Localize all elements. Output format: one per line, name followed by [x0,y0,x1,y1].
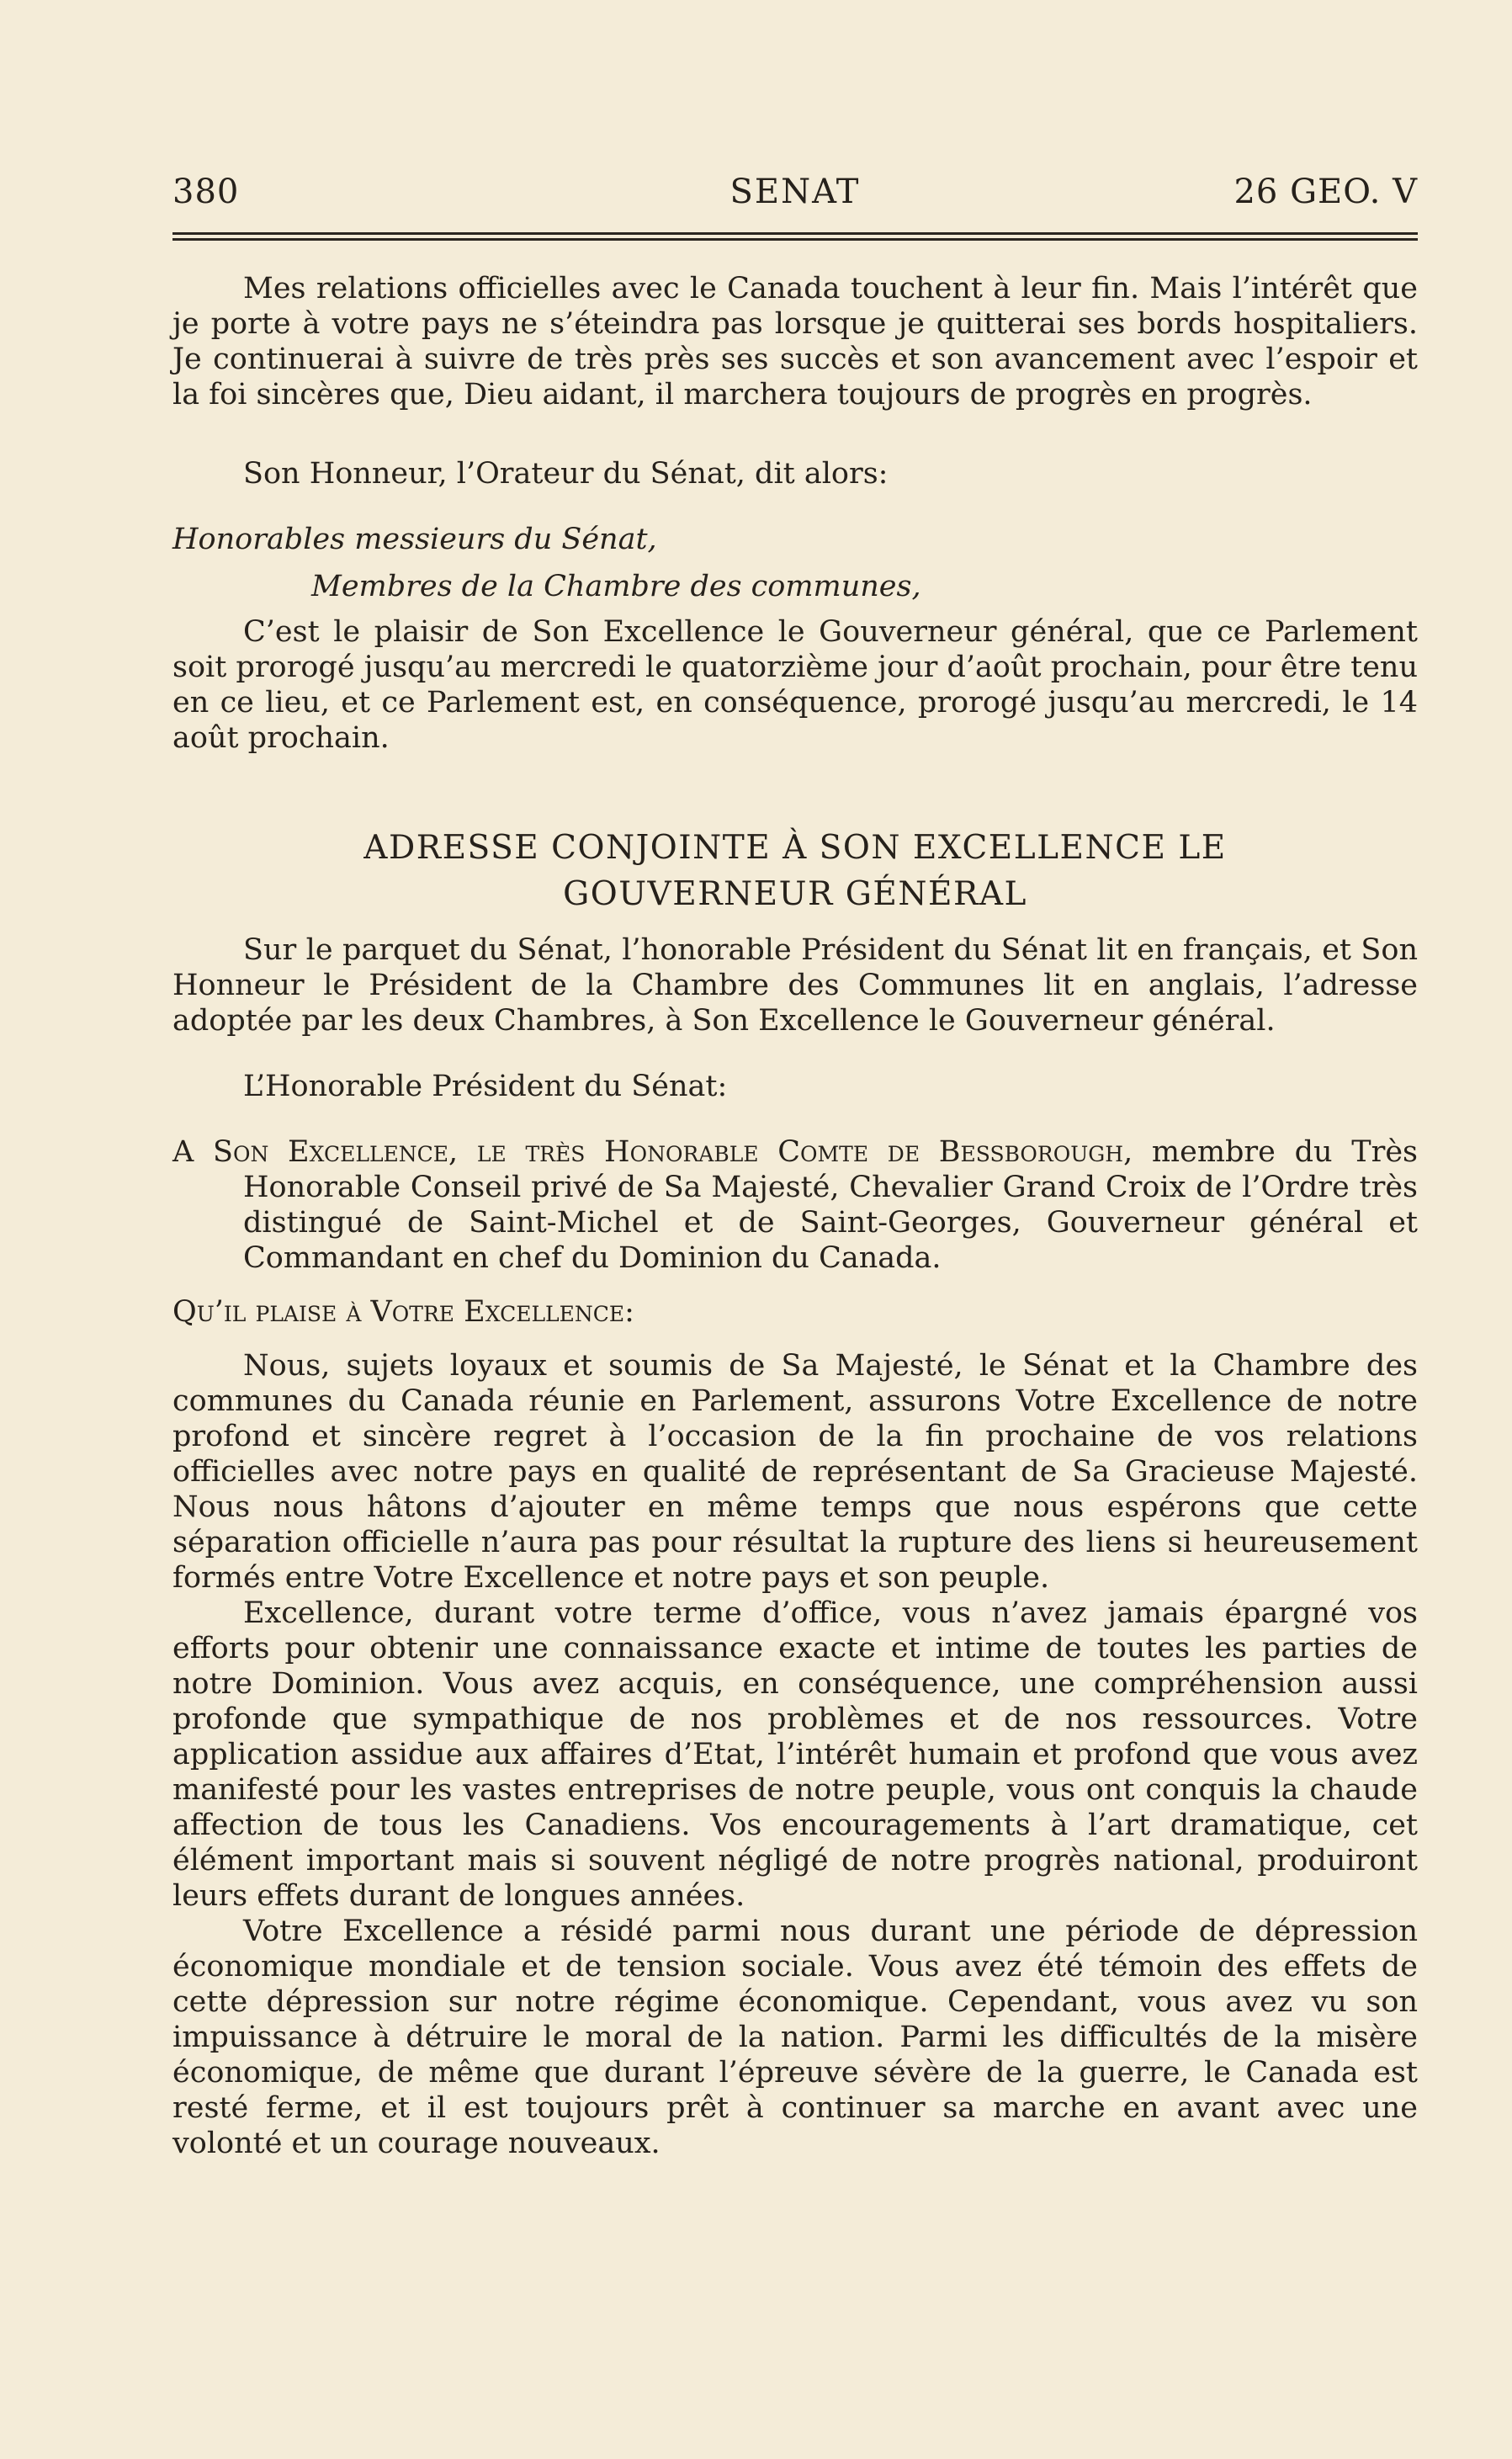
running-title: SENAT [729,173,861,211]
paragraph-prorogation: C’est le plaisir de Son Excellence le Gouverneur général, que ce Parlement soit prorogé jusqu’au mercredi le quatorzième jour d’août prochain, pour être tenu en ce lieu, et ce Parlement est, en conséquence, prorogé jusqu’au mercredi, le 14 août prochain. [172,615,1418,755]
paragraph-closing-message: Mes relations officielles avec le Canada touchent à leur fin. Mais l’intérêt que je porte à votre pays ne s’éteindra pas lorsque je quitterai ses bords hospitaliers. Je continuerai à suivre de très près ses succès et son avancement avec l’espoir et la foi sincères que, Dieu aidant, il marchera toujours de progrès en progrès. [172,272,1418,412]
paragraph-address-2: Excellence, durant votre terme d’office, vous n’avez jamais épargné vos efforts pour obtenir une connaissance exacte et intime de toutes les parties de notre Dominion. Vous avez acquis, en conséquence, une compréhension aussi profonde que sympathique de nos problèmes et de nos ressources. Votre application assidue aux affaires d’Etat, l’intérêt humain et profond que vous avez manifesté pour les vastes entreprises de notre peuple, vous ont conquis la chaude affection de tous les Canadiens. Vos encouragements à l’art dramatique, cet élément important mais si souvent négligé de notre progrès national, produiront leurs effets durant de longues années. [172,1596,1418,1913]
session-label: 26 GEO. V [1233,173,1418,211]
paragraph-addressee [172,1134,1418,1276]
section-heading [172,825,1418,917]
addressee-title: A Son Excellence, le très Honorable Comte de Bessborough, [172,1135,1133,1169]
page-body [172,271,1418,2161]
salutation-commons: Membres de la Chambre des communes, [311,570,921,603]
paragraph-address-reading: Sur le parquet du Sénat, l’honorable Président du Sénat lit en français, et Son Honneur le Président de la Chambre des Communes lit en anglais, l’adresse adoptée par les deux Chambres, à Son Excellence le Gouverneur général. [172,933,1418,1038]
header-rule [172,232,1418,241]
paragraph-petition-opening: Qu’il plaise à Votre Excellence: [172,1295,634,1329]
salutation-senate: Honorables messieurs du Sénat, [172,523,657,556]
paragraph-speaker-intro: Son Honneur, l’Orateur du Sénat, dit alors: [243,457,889,491]
paragraph-address-1: Nous, sujets loyaux et soumis de Sa Majesté, le Sénat et la Chambre des communes du Canada réunie en Parlement, assurons Votre Excellence de notre profond et sincère regret à l’occasion de la fin prochaine de vos relations officielles avec notre pays en qualité de représentant de Sa Gracieuse Majesté. Nous nous hâtons d’ajouter en même temps que nous espérons que cette séparation officielle n’aura pas pour résultat la rupture des liens si heureusement formés entre Votre Excellence et notre pays et son peuple. [172,1349,1418,1595]
page-number: 380 [172,173,240,211]
paragraph-address-3: Votre Excellence a résidé parmi nous durant une période de dépression économique mondiale et de tension sociale. Vous avez été témoin des effets de cette dépression sur notre régime économique. Cependant, vous avez vu son impuissance à détruire le moral de la nation. Parmi les difficultés de la misère économique, de même que durant l’épreuve sévère de la guerre, le Canada est resté ferme, et il est toujours prêt à continuer sa marche en avant avec une volonté et un courage nouveaux. [172,1915,1418,2160]
heading-line-1: ADRESSE CONJOINTE À SON EXCELLENCE LE [363,829,1227,867]
running-header [172,173,1418,215]
addressee-rest: membre du Très Honorable Conseil privé de Sa Majesté, Chevalier Grand Croix de l’Ordre très distingué de Saint-Michel et de Saint-Georges, Gouverneur général et Commandant en chef du Dominion du Canada. [243,1135,1418,1275]
heading-line-2: GOUVERNEUR GÉNÉRAL [563,875,1027,913]
paragraph-president: L’Honorable Président du Sénat: [243,1070,728,1103]
